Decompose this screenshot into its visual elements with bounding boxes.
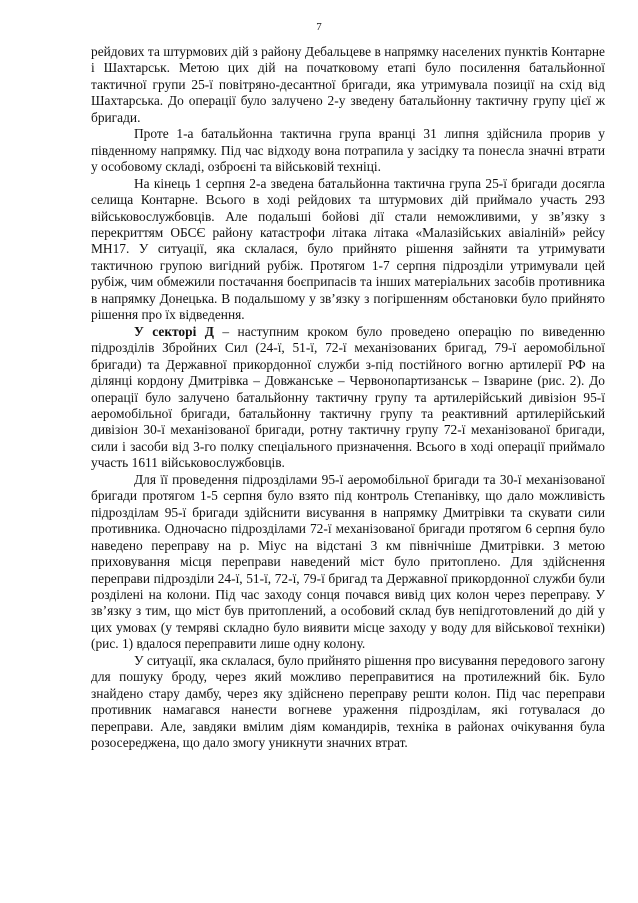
paragraph-6: У ситуації, яка склалася, було прийнято рішення про висування передового загону для пошуку броду, через який можливо переправитися на протилежний бік. Було знайдено стару дамбу, через яку здійснено переправу решти колон. Під час переправи противник намагався нанести вогневе ураження підрозділам, які готувалася до переправи. Але, завдяки вмілим діям командирів, техніка в районах очікування була розосереджена, що дало змогу уникнути значних втрат. [91, 652, 605, 751]
paragraph-3: На кінець 1 серпня 2-а зведена батальйонна тактична група 25-ї бригади досягла селища Контарне. Всього в ході рейдових та штурмових дій приймало участь 293 військовослужбовців. Але подальші бойові дії стали неможливими, у зв’язку з перекриттям ОБСЄ району катастрофи літака літака «Малазійських авіаліній» рейсу МН17. У ситуації, яка склалася, було прийнято рішення зайняти та утримувати тактичною групою вигідний рубіж. Протягом 1-7 серпня підрозділи утримували цей рубіж, чим обмежили постачання боєприпасів та інших матеріальних засобів противника в напрямку Донецька. В подальшому у зв’язку з погіршенням обстановки було прийнято рішення про їх відведення. [91, 175, 605, 323]
paragraph-1: рейдових та штурмових дій з району Дебальцеве в напрямку населених пунктів Контарне і Шахтарськ. Метою цих дій на початковому етапі було посилення батальйонної тактичної групи 25-ї повітряно-десантної бригади, яка утримувала позиції на схід від Шахтарська. До операції було залучено 2-у зведену батальйонну тактичну групу цієї ж бригади. [91, 44, 605, 125]
paragraph-2: Проте 1-а батальйонна тактична група вранці 31 липня здійснила прорив у південному напрямку. Під час відходу вона потрапила у засідку та понесла значні втрати у особовому складі, озброєні та військовій техніці. [91, 126, 605, 175]
paragraph-4-text: – наступним кроком було проведено операцію по виведенню підрозділів Збройних Сил (24-ї, 51-ї, 72-ї механізованих бригад, 79-ї аеромобільної бригади) та Державної прикордонної служби з-під постійного вогню артилерії РФ на ділянці кордону Дмитрівка – Довжанське – Червонопартизанськ – Ізварине (рис. 2). До операції було залучено батальйонну тактичну групу та артилерійський дивізіон 95-ї аеромобільної бригади, батальйонну тактичну групу та реактивний артилерійський дивізіон 30-ї механізованої бригади, ротну тактичну групу 72-ї механізованої бригади, сили і засоби від 3-го полку спеціального призначення. Всього в ході операції приймало участь 1611 військовослужбовців. [91, 323, 605, 471]
paragraph-5: Для її проведення підрозділами 95-ї аеромобільної бригади та 30-ї механізованої бригади протягом 1-5 серпня було взято під контроль Степанівку, що дало можливість підрозділам 95-ї бригади здійснити висування в напрямку Дмитрівки та скувати сили противника. Одночасно підрозділами 72-ї механізованої бригади протягом 6 серпня було наведено переправу на р. Міус на відстані 3 км північніше Дмитрівки. З метою приховування місця переправи наведений міст було притоплено. Для здійснення переправи підрозділи 24-ї, 51-ї, 72-ї, 79-ї бригад та Державної прикордонної служби були розділені на колони. Під час заходу сонця почався вивід цих колон через переправу. У зв’язку з тим, що міст був притоплений, а особовий склад був непідготовлений до дій у цих умовах (у темряві складно було виявити місце заходу у воду для військової техніки) (рис. 1) вдалося переправити лише одну колону. [91, 471, 605, 652]
sector-d-heading: У секторі Д [134, 323, 214, 339]
paragraph-4 [91, 324, 605, 472]
page-number: 7 [316, 21, 322, 33]
document-body [91, 44, 605, 751]
